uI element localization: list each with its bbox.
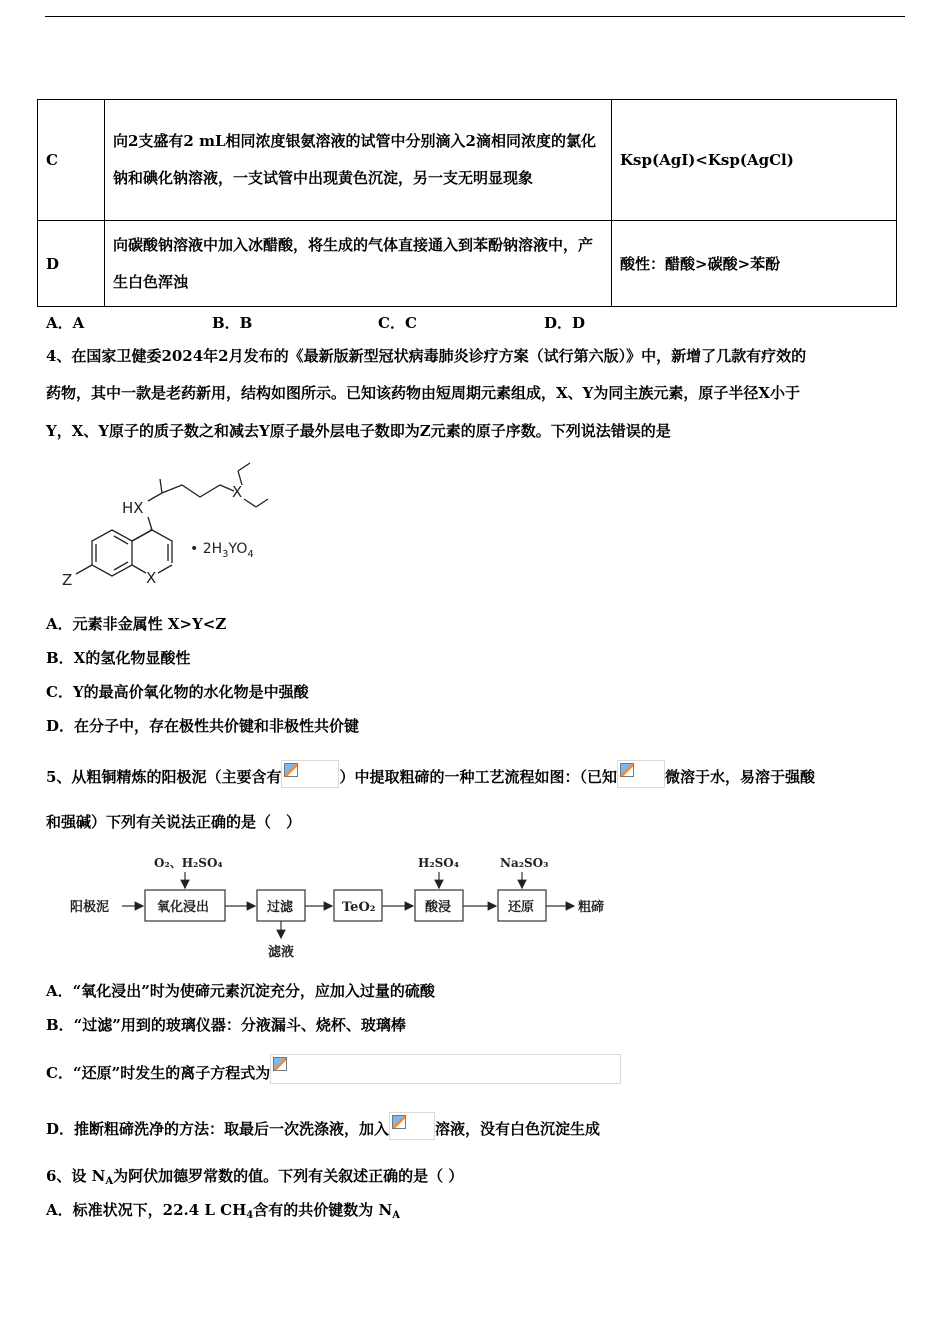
flow-reagent-3: Na₂SO₃ (500, 856, 549, 870)
q4-option-a[interactable]: A．元素非金属性 X>Y<Z (46, 615, 227, 633)
q4-option-c[interactable]: C．Y的最高价氧化物的水化物是中强酸 (46, 683, 309, 701)
q5-option-d-tail: 溶液，没有白色沉淀生成 (435, 1120, 601, 1138)
table-row (38, 100, 897, 221)
flow-filtrate: 滤液 (268, 945, 295, 960)
flow-step-acid-leach: 酸浸 (425, 900, 452, 915)
q4-stem-line-3: Y，X、Y原子的质子数之和减去Y原子最外层电子数即为Z元素的原子序数。下列说法错误的是 (46, 422, 671, 440)
option-cell: C (38, 100, 105, 221)
q5-option-c-text: C．“还原”时发生的离子方程式为 (46, 1064, 271, 1082)
q6-stem (46, 1165, 463, 1187)
q5-stem-part-a: 5、从粗铜精炼的阳极泥（主要含有 (46, 768, 282, 786)
z-label: Z (62, 571, 73, 589)
q4-stem-line-1: 4、在国家卫健委2024年2月发布的《最新版新型冠状病毒肺炎诊疗方案（试行第六版）》中，新增了几款有疗效的 (46, 347, 807, 365)
q5-stem-line-1 (46, 760, 815, 788)
q5-option-d[interactable] (46, 1112, 600, 1140)
flow-end: 粗碲 (578, 900, 605, 915)
x-chain-label: X (232, 483, 243, 501)
choice-a[interactable]: A．A (46, 314, 85, 332)
flow-step-oxidation: 氧化浸出 (157, 900, 210, 915)
q5-stem-part-b: ）中提取粗碲的一种工艺流程如图：（已知 (339, 768, 617, 786)
q5-option-a[interactable]: A．“氧化浸出”时为使碲元素沉淀充分，应加入过量的硫酸 (46, 982, 435, 1000)
q6-option-a[interactable] (46, 1199, 400, 1221)
q5-option-b[interactable]: B．“过滤”用到的玻璃仪器：分液漏斗、烧杯、玻璃棒 (46, 1016, 406, 1034)
operation-cell: 向2支盛有2 mL相同浓度银氨溶液的试管中分别滴入2滴相同浓度的氯化钠和碘化钠溶液，一支试管中出现黄色沉淀，另一支无明显现象 (105, 100, 612, 221)
q6-option-a-text: 含有的共价键数为 N (253, 1201, 393, 1219)
molecule-structure (40, 455, 300, 600)
equation-image-placeholder (270, 1054, 621, 1084)
q5-stem-line-2: 和强碱）下列有关说法正确的是（ ） (46, 813, 302, 831)
formula-image-placeholder (281, 760, 339, 788)
process-flowchart (42, 848, 622, 963)
subscript: 4 (246, 1210, 254, 1221)
conclusion-cell: 酸性：醋酸>碳酸>苯酚 (612, 221, 897, 307)
broken-image-icon (620, 763, 634, 777)
hx-label: HX (122, 499, 144, 517)
q6-option-a-text: A．标准状况下，22.4 L CH (46, 1201, 247, 1219)
conclusion-cell: Ksp(AgI)<Ksp(AgCl) (612, 100, 897, 221)
subscript: A (392, 1210, 400, 1221)
operation-cell: 向碳酸钠溶液中加入冰醋酸，将生成的气体直接通入到苯酚钠溶液中，产生白色浑浊 (105, 221, 612, 307)
flow-reagent-2: H₂SO₄ (418, 856, 459, 870)
salt-label: • $2H_3YO_4$ (190, 541, 254, 560)
flow-step-filter: 过滤 (267, 900, 294, 915)
option-cell: D (38, 221, 105, 307)
q4-option-d[interactable]: D．在分子中，存在极性共价键和非极性共价键 (46, 717, 360, 735)
broken-image-icon (392, 1115, 406, 1129)
table-row (38, 221, 897, 307)
q5-stem-part-c: 微溶于水，易溶于强酸 (664, 768, 815, 786)
broken-image-icon (273, 1057, 287, 1071)
choice-d[interactable]: D．D (544, 314, 586, 332)
experiment-table (37, 99, 897, 307)
choice-b[interactable]: B．B (212, 314, 253, 332)
formula-image-placeholder (389, 1112, 435, 1140)
flow-reagent-1: O₂、H₂SO₄ (154, 856, 223, 870)
choice-c[interactable]: C．C (378, 314, 417, 332)
flow-step-teo2: TeO₂ (342, 900, 376, 915)
header-rule (45, 16, 905, 17)
q4-option-b[interactable]: B．X的氢化物显酸性 (46, 649, 191, 667)
q6-stem-text: 6、设 N (46, 1167, 106, 1185)
q4-stem-line-2: 药物，其中一款是老药新用，结构如图所示。已知该药物由短周期元素组成，X、Y为同主族元素，原子半径X小于 (46, 384, 800, 402)
q6-stem-text: 为阿伏加德罗常数的值。下列有关叙述正确的是（ ） (113, 1167, 464, 1185)
formula-image-placeholder (617, 760, 665, 788)
broken-image-icon (284, 763, 298, 777)
flow-step-reduction: 还原 (508, 900, 535, 915)
x-ring-label: X (146, 569, 157, 587)
q3-choices (46, 312, 710, 333)
subscript: A (105, 1176, 114, 1187)
q5-option-c[interactable] (46, 1054, 621, 1084)
q5-option-d-text: D．推断粗碲洗净的方法：取最后一次洗涤液，加入 (46, 1120, 390, 1138)
flow-start: 阳极泥 (70, 900, 110, 915)
